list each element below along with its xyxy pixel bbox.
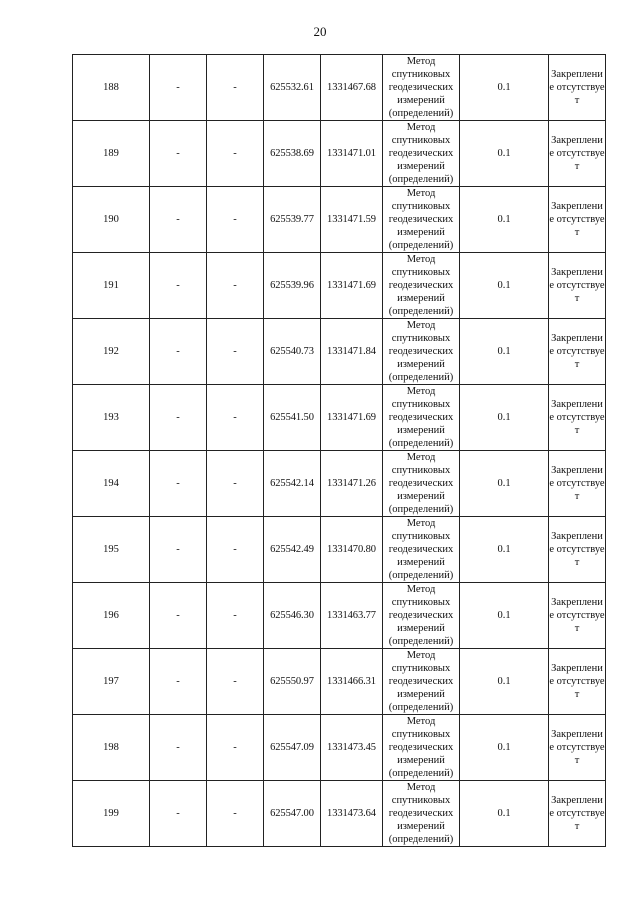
x-coordinate-cell: 625532.61 [264,55,321,121]
x-coordinate-cell: 625550.97 [264,649,321,715]
empty-cell: - [207,187,264,253]
point-number-cell: 198 [73,715,150,781]
method-cell: Метод спутниковых геодезических измерений (определений) [383,715,460,781]
empty-cell: - [150,253,207,319]
empty-cell: - [150,517,207,583]
table-body [73,55,606,847]
table-row [73,781,606,847]
table-row [73,253,606,319]
x-coordinate-cell: 625538.69 [264,121,321,187]
fixing-cell: Закрепление отсутствует [549,187,606,253]
point-number-cell: 196 [73,583,150,649]
empty-cell: - [150,715,207,781]
method-cell: Метод спутниковых геодезических измерений (определений) [383,319,460,385]
accuracy-cell: 0.1 [460,187,549,253]
empty-cell: - [150,55,207,121]
point-number-cell: 191 [73,253,150,319]
point-number-cell: 194 [73,451,150,517]
empty-cell: - [150,121,207,187]
fixing-cell: Закрепление отсутствует [549,517,606,583]
method-cell: Метод спутниковых геодезических измерений (определений) [383,649,460,715]
table-row [73,385,606,451]
empty-cell: - [150,451,207,517]
point-number-cell: 193 [73,385,150,451]
fixing-cell: Закрепление отсутствует [549,583,606,649]
point-number-cell: 199 [73,781,150,847]
point-number-cell: 192 [73,319,150,385]
empty-cell: - [207,385,264,451]
method-cell: Метод спутниковых геодезических измерений (определений) [383,55,460,121]
x-coordinate-cell: 625541.50 [264,385,321,451]
y-coordinate-cell: 1331467.68 [321,55,383,121]
fixing-cell: Закрепление отсутствует [549,451,606,517]
x-coordinate-cell: 625546.30 [264,583,321,649]
accuracy-cell: 0.1 [460,517,549,583]
table-row [73,187,606,253]
accuracy-cell: 0.1 [460,451,549,517]
accuracy-cell: 0.1 [460,55,549,121]
empty-cell: - [150,781,207,847]
x-coordinate-cell: 625542.49 [264,517,321,583]
empty-cell: - [207,253,264,319]
empty-cell: - [150,385,207,451]
empty-cell: - [207,517,264,583]
y-coordinate-cell: 1331466.31 [321,649,383,715]
point-number-cell: 197 [73,649,150,715]
fixing-cell: Закрепление отсутствует [549,121,606,187]
empty-cell: - [150,649,207,715]
empty-cell: - [207,583,264,649]
fixing-cell: Закрепление отсутствует [549,715,606,781]
fixing-cell: Закрепление отсутствует [549,385,606,451]
empty-cell: - [207,451,264,517]
method-cell: Метод спутниковых геодезических измерений (определений) [383,121,460,187]
empty-cell: - [207,121,264,187]
y-coordinate-cell: 1331471.69 [321,385,383,451]
fixing-cell: Закрепление отсутствует [549,781,606,847]
method-cell: Метод спутниковых геодезических измерений (определений) [383,781,460,847]
method-cell: Метод спутниковых геодезических измерений (определений) [383,451,460,517]
empty-cell: - [150,187,207,253]
table-row [73,649,606,715]
accuracy-cell: 0.1 [460,781,549,847]
y-coordinate-cell: 1331471.84 [321,319,383,385]
accuracy-cell: 0.1 [460,385,549,451]
empty-cell: - [207,319,264,385]
method-cell: Метод спутниковых геодезических измерений (определений) [383,253,460,319]
accuracy-cell: 0.1 [460,121,549,187]
empty-cell: - [207,781,264,847]
fixing-cell: Закрепление отсутствует [549,319,606,385]
x-coordinate-cell: 625539.77 [264,187,321,253]
table-row [73,517,606,583]
method-cell: Метод спутниковых геодезических измерений (определений) [383,385,460,451]
table-row [73,715,606,781]
point-number-cell: 188 [73,55,150,121]
point-number-cell: 195 [73,517,150,583]
empty-cell: - [150,319,207,385]
table-row [73,451,606,517]
method-cell: Метод спутниковых геодезических измерений (определений) [383,583,460,649]
method-cell: Метод спутниковых геодезических измерений (определений) [383,187,460,253]
x-coordinate-cell: 625540.73 [264,319,321,385]
accuracy-cell: 0.1 [460,715,549,781]
empty-cell: - [207,649,264,715]
accuracy-cell: 0.1 [460,319,549,385]
y-coordinate-cell: 1331471.69 [321,253,383,319]
coordinates-table [72,54,606,847]
x-coordinate-cell: 625547.09 [264,715,321,781]
y-coordinate-cell: 1331471.26 [321,451,383,517]
y-coordinate-cell: 1331473.45 [321,715,383,781]
y-coordinate-cell: 1331471.59 [321,187,383,253]
accuracy-cell: 0.1 [460,253,549,319]
y-coordinate-cell: 1331463.77 [321,583,383,649]
empty-cell: - [207,55,264,121]
accuracy-cell: 0.1 [460,583,549,649]
x-coordinate-cell: 625547.00 [264,781,321,847]
table-row [73,583,606,649]
y-coordinate-cell: 1331471.01 [321,121,383,187]
y-coordinate-cell: 1331473.64 [321,781,383,847]
fixing-cell: Закрепление отсутствует [549,253,606,319]
empty-cell: - [150,583,207,649]
page-number: 20 [313,24,327,39]
table-row [73,121,606,187]
fixing-cell: Закрепление отсутствует [549,649,606,715]
table-row [73,319,606,385]
accuracy-cell: 0.1 [460,649,549,715]
x-coordinate-cell: 625539.96 [264,253,321,319]
x-coordinate-cell: 625542.14 [264,451,321,517]
point-number-cell: 190 [73,187,150,253]
table-row [73,55,606,121]
method-cell: Метод спутниковых геодезических измерений (определений) [383,517,460,583]
fixing-cell: Закрепление отсутствует [549,55,606,121]
y-coordinate-cell: 1331470.80 [321,517,383,583]
empty-cell: - [207,715,264,781]
point-number-cell: 189 [73,121,150,187]
